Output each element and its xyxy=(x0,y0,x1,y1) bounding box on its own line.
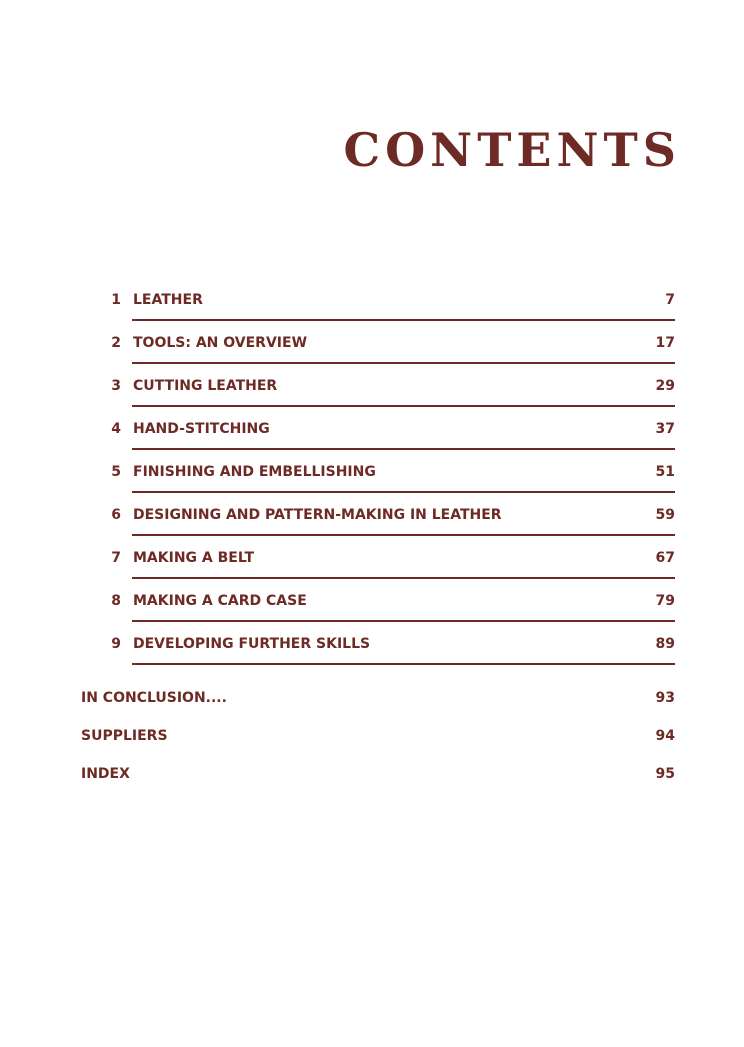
page-number: 29 xyxy=(655,378,675,394)
divider-rule xyxy=(132,319,675,321)
toc-row[interactable] xyxy=(0,764,744,802)
toc-row[interactable] xyxy=(0,460,744,503)
toc-row[interactable] xyxy=(0,589,744,632)
divider-rule xyxy=(132,491,675,493)
page-number: 37 xyxy=(655,421,675,437)
toc-row[interactable] xyxy=(0,546,744,589)
chapter-number: 3 xyxy=(111,378,121,394)
page-number: 7 xyxy=(665,292,675,308)
chapter-title[interactable]: TOOLS: AN OVERVIEW xyxy=(133,335,308,351)
toc-row[interactable] xyxy=(0,374,744,417)
page-number: 67 xyxy=(655,550,675,566)
toc-row[interactable] xyxy=(0,632,744,675)
chapter-number: 2 xyxy=(111,335,121,351)
toc-row[interactable] xyxy=(0,726,744,764)
chapter-title[interactable]: MAKING A CARD CASE xyxy=(133,593,307,609)
chapter-title[interactable]: DEVELOPING FURTHER SKILLS xyxy=(133,636,371,652)
toc-row[interactable] xyxy=(0,503,744,546)
divider-rule xyxy=(132,663,675,665)
toc-row[interactable] xyxy=(0,688,744,726)
backmatter-title[interactable]: IN CONCLUSION.... xyxy=(81,690,227,706)
chapter-title[interactable]: FINISHING AND EMBELLISHING xyxy=(133,464,376,480)
chapter-title[interactable]: MAKING A BELT xyxy=(133,550,255,566)
toc-row[interactable] xyxy=(0,288,744,331)
page-number: 93 xyxy=(655,690,675,706)
chapter-title[interactable]: LEATHER xyxy=(133,292,203,308)
chapter-number: 5 xyxy=(111,464,121,480)
page-number: 17 xyxy=(655,335,675,351)
toc-row[interactable] xyxy=(0,417,744,460)
chapter-title[interactable]: DESIGNING AND PATTERN-MAKING IN LEATHER xyxy=(133,507,502,523)
chapter-number: 7 xyxy=(111,550,121,566)
chapter-number: 4 xyxy=(111,421,121,437)
chapter-title[interactable]: HAND-STITCHING xyxy=(133,421,270,437)
chapter-list xyxy=(0,288,744,675)
page-number: 79 xyxy=(655,593,675,609)
divider-rule xyxy=(132,620,675,622)
chapter-number: 6 xyxy=(111,507,121,523)
page-number: 95 xyxy=(655,766,675,782)
chapter-number: 9 xyxy=(111,636,121,652)
page-number: 59 xyxy=(655,507,675,523)
chapter-number: 8 xyxy=(111,593,121,609)
backmatter-list xyxy=(0,688,744,802)
page-title: CONTENTS xyxy=(343,123,681,177)
page-number: 94 xyxy=(655,728,675,744)
chapter-title[interactable]: CUTTING LEATHER xyxy=(133,378,278,394)
divider-rule xyxy=(132,448,675,450)
backmatter-title[interactable]: SUPPLIERS xyxy=(81,728,168,744)
divider-rule xyxy=(132,577,675,579)
page-number: 89 xyxy=(655,636,675,652)
backmatter-title[interactable]: INDEX xyxy=(81,766,130,782)
toc-row[interactable] xyxy=(0,331,744,374)
chapter-number: 1 xyxy=(111,292,121,308)
divider-rule xyxy=(132,362,675,364)
divider-rule xyxy=(132,534,675,536)
page-number: 51 xyxy=(655,464,675,480)
divider-rule xyxy=(132,405,675,407)
